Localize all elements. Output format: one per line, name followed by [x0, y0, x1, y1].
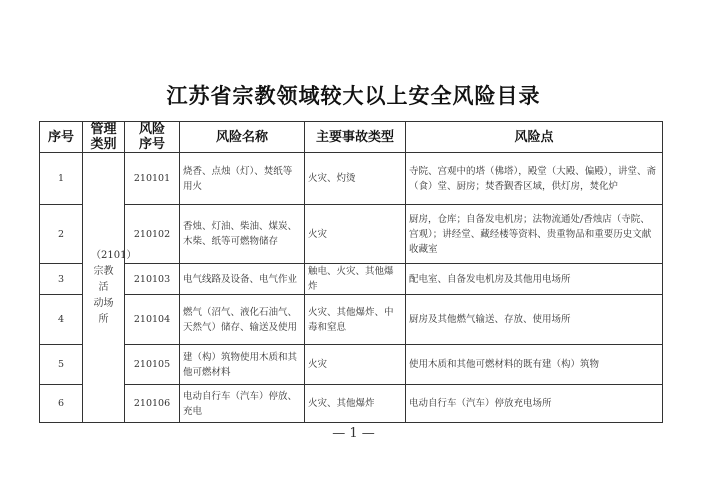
- row-risk-code: 210106: [125, 385, 180, 423]
- table-header-row: [40, 122, 663, 153]
- header-riskno-line1: 风险: [138, 122, 165, 137]
- header-riskno-line2: 序号: [138, 137, 165, 152]
- row-risk-name: 燃气（沼气、液化石油气、天然气）储存、输送及使用: [180, 295, 305, 345]
- row-seq: 5: [40, 345, 83, 385]
- row-accident-type: 触电、火灾、其他爆炸: [305, 264, 406, 295]
- row-seq: 3: [40, 264, 83, 295]
- table-row: [40, 385, 663, 423]
- row-risk-code: 210103: [125, 264, 180, 295]
- header-mgmt-line2: 类别: [90, 137, 117, 152]
- header-accident-type: 主要事故类型: [305, 122, 406, 153]
- row-risk-name: 香烛、灯油、柴油、煤炭、木柴、纸等可燃物储存: [180, 205, 305, 264]
- row-seq: 1: [40, 153, 83, 205]
- row-risk-code: 210101: [125, 153, 180, 205]
- row-seq: 6: [40, 385, 83, 423]
- row-risk-point: 电动自行车（汽车）停放充电场所: [406, 385, 663, 423]
- row-risk-code: 210102: [125, 205, 180, 264]
- row-accident-type: 火灾、灼烫: [305, 153, 406, 205]
- header-risk-name: 风险名称: [180, 122, 305, 153]
- row-accident-type: 火灾、其他爆炸、中毒和窒息: [305, 295, 406, 345]
- row-risk-name: 烧香、点烛（灯）、焚纸等用火: [180, 153, 305, 205]
- header-mgmt-line1: 管理: [90, 122, 117, 137]
- row-seq: 2: [40, 205, 83, 264]
- table-row: [40, 345, 663, 385]
- table-row: [40, 153, 663, 205]
- row-seq: 4: [40, 295, 83, 345]
- row-risk-code: 210105: [125, 345, 180, 385]
- row-accident-type: 火灾: [305, 205, 406, 264]
- management-category-cell: [83, 153, 137, 423]
- header-management-category: [83, 122, 125, 153]
- category-line1: （2101）: [91, 249, 137, 261]
- row-risk-name: 电气线路及设备、电气作业: [180, 264, 305, 295]
- row-risk-point: 配电室、自备发电机房及其他用电场所: [406, 264, 663, 295]
- row-risk-point: 厨房，仓库；自备发电机房；法物流通处/香烛店（寺院、宫观）；讲经堂、藏经楼等资料、贵重物品和重要历史文献收藏室: [406, 205, 663, 264]
- row-risk-point: 寺院、宫观中的塔（佛塔），殿堂（大殿、偏殿），讲堂、斋（食）堂、厨房；焚香觐香区域，供灯房，焚化炉: [406, 153, 663, 205]
- table-row: [40, 295, 663, 345]
- row-accident-type: 火灾: [305, 345, 406, 385]
- page-number: — 1 —: [332, 426, 375, 441]
- header-risk-number: [125, 122, 180, 153]
- row-accident-type: 火灾、其他爆炸: [305, 385, 406, 423]
- row-risk-name: 建（构）筑物使用木质和其他可燃材料: [180, 345, 305, 385]
- row-risk-point: 使用木质和其他可燃材料的既有建（构）筑物: [406, 345, 663, 385]
- header-seq: 序号: [40, 122, 83, 153]
- risk-catalog-table: [39, 121, 663, 423]
- row-risk-name: 电动自行车（汽车）停放、充电: [180, 385, 305, 423]
- category-line2: 宗教活: [93, 265, 114, 293]
- category-line3: 动场所: [93, 297, 114, 325]
- document-title: 江苏省宗教领域较大以上安全风险目录: [166, 84, 541, 108]
- table-row: [40, 264, 663, 295]
- row-risk-point: 厨房及其他燃气输送、存放、使用场所: [406, 295, 663, 345]
- row-risk-code: 210104: [125, 295, 180, 345]
- header-risk-point: 风险点: [406, 122, 663, 153]
